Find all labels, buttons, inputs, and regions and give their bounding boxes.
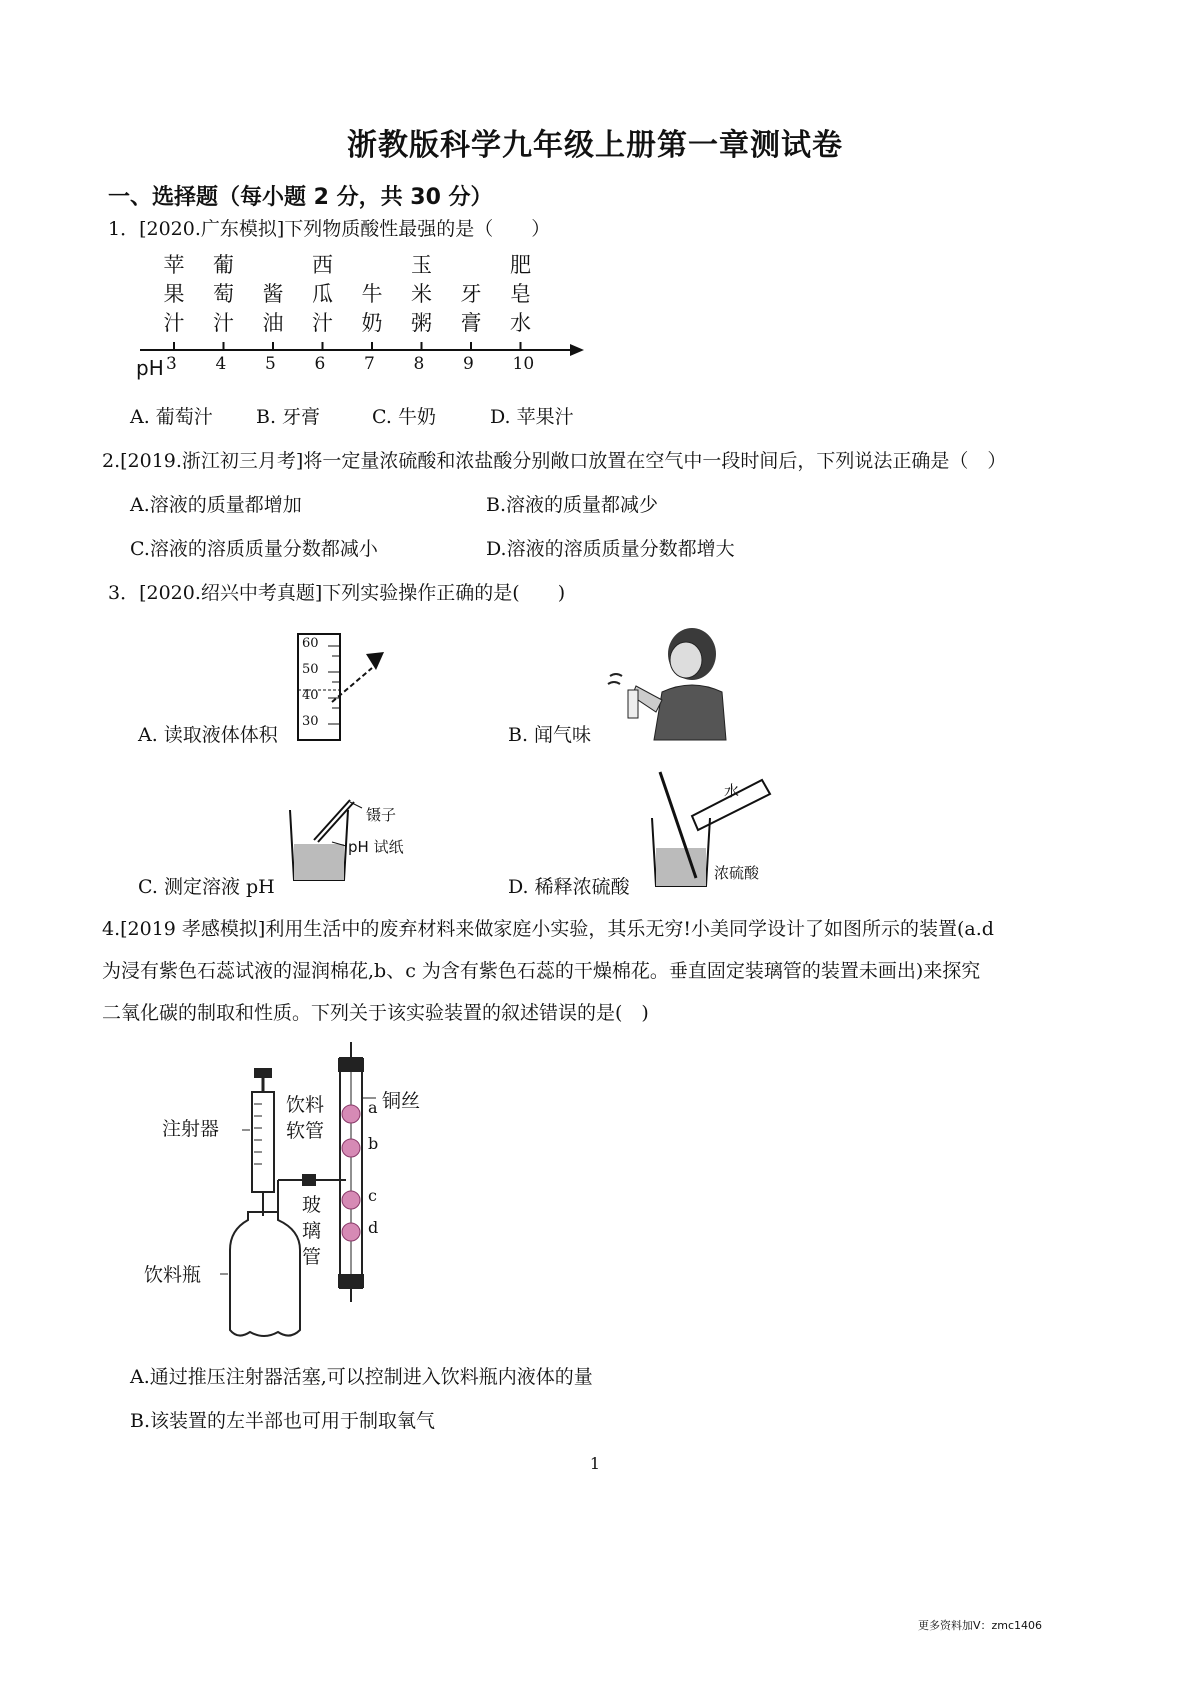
question-4-stem-line-2: 为浸有紫色石蕊试液的湿润棉花,b、c 为含有紫色石蕊的干燥棉花。垂直固定装璃管的装置未画出)来探究 — [102, 960, 981, 982]
question-3-stem: 3．[2020.绍兴中考真题]下列实验操作正确的是( ) — [108, 582, 566, 604]
q1-option-c: C. 牛奶 — [372, 406, 436, 428]
copper-wire-label: 铜丝 — [382, 1090, 421, 1112]
question-2-stem: 2.[2019.浙江初三月考]将一定量浓硫酸和浓盐酸分别敞口放置在空气中一段时间后，下列说法正确是（ ） — [102, 450, 1007, 472]
ph-tick-label: 8 — [413, 354, 425, 374]
q3-option-a: A. 读取液体体积 — [138, 724, 278, 746]
question-1-stem: 1．[2020.广东模拟]下列物质酸性最强的是（ ） — [108, 218, 551, 240]
q4-option-b: B.该装置的左半部也可用于制取氧气 — [130, 1410, 436, 1432]
glass-tube-label-1: 玻 — [302, 1194, 322, 1216]
glass-tube-label-3: 管 — [302, 1246, 322, 1268]
ph-tick-label: 10 — [512, 354, 535, 374]
cylinder-mark-60: 60 — [302, 636, 319, 651]
soft-tube-label-2: 软管 — [286, 1120, 325, 1142]
ph-substance-label: 葡 萄 汁 — [213, 253, 234, 335]
cylinder-mark-50: 50 — [302, 662, 319, 677]
syringe-label: 注射器 — [162, 1118, 220, 1140]
q2-option-c: C.溶液的溶质质量分数都减小 — [130, 538, 378, 560]
smell-figure — [604, 620, 734, 745]
ph-tick-label: 4 — [215, 354, 227, 374]
q1-option-d: D. 苹果汁 — [490, 406, 574, 428]
section-heading: 一、选择题（每小题 2 分，共 30 分） — [108, 185, 493, 210]
q3-option-d: D. 稀释浓硫酸 — [508, 876, 630, 898]
acid-label: 浓硫酸 — [714, 864, 760, 882]
q2-option-d: D.溶液的溶质质量分数都增大 — [486, 538, 735, 560]
soft-tube-label-1: 饮料 — [286, 1094, 325, 1116]
ph-substance-label: 牛 奶 — [361, 282, 383, 335]
person-smelling-drawing — [604, 620, 734, 745]
cotton-b-label: b — [368, 1134, 379, 1153]
question-4-stem-line-1: 4.[2019 孝感模拟]利用生活中的废弃材料来做家庭小实验，其乐无穷!小美同学设计了如图所示的装置(a.d — [102, 918, 994, 940]
ph-tick-label: 5 — [265, 354, 276, 374]
cotton-c-label: c — [368, 1186, 377, 1205]
q1-option-b: B. 牙膏 — [256, 406, 321, 428]
ph-substance-label: 苹 果 汁 — [163, 253, 185, 335]
bottle-label: 饮料瓶 — [144, 1264, 202, 1286]
q2-option-a: A.溶液的质量都增加 — [130, 494, 302, 516]
cylinder-mark-30: 30 — [302, 714, 319, 729]
page-title: 浙教版科学九年级上册第一章测试卷 — [347, 128, 843, 163]
q3-option-c: C. 测定溶液 pH — [138, 876, 275, 898]
ph-substance-label: 肥 皂 水 — [510, 253, 531, 335]
water-label: 水 — [724, 782, 740, 800]
q2-option-b: B.溶液的质量都减少 — [486, 494, 659, 516]
cylinder-mark-40: 40 — [302, 688, 319, 703]
cylinder-figure — [292, 628, 402, 748]
q1-option-a: A. 葡萄汁 — [130, 406, 213, 428]
glass-tube-label-2: 璃 — [302, 1220, 322, 1242]
ph-tick-label: 9 — [463, 354, 474, 374]
question-4-stem-line-3: 二氧化碳的制取和性质。下列关于该实验装置的叙述错误的是( ) — [102, 1002, 649, 1024]
ph-axis-label: pH — [136, 356, 164, 380]
footer-note: 更多资料加V：zmc1406 — [918, 1619, 1043, 1632]
ph-tick-label: 7 — [364, 354, 375, 374]
q3-option-b: B. 闻气味 — [508, 724, 592, 746]
ph-tick-label: 3 — [166, 354, 177, 374]
ph-substance-label: 酱 油 — [262, 282, 284, 335]
cotton-a-label: a — [368, 1098, 378, 1117]
dilution-figure — [646, 766, 786, 892]
ph-substance-label: 牙 膏 — [460, 282, 482, 335]
page-number: 1 — [589, 1454, 601, 1473]
cotton-d-label: d — [368, 1218, 379, 1237]
tweezers-label: 镊子 — [366, 806, 397, 824]
ph-scale-figure — [136, 253, 600, 388]
co2-apparatus-figure — [144, 1040, 470, 1360]
ph-substance-label: 西 瓜 汁 — [312, 253, 333, 335]
ph-tick-label: 6 — [314, 354, 326, 374]
ph-substance-label: 玉 米 粥 — [411, 253, 432, 335]
ph-test-figure — [284, 790, 434, 890]
q4-option-a: A.通过推压注射器活塞,可以控制进入饮料瓶内液体的量 — [130, 1366, 593, 1388]
ph-paper-label: pH 试纸 — [348, 838, 404, 856]
